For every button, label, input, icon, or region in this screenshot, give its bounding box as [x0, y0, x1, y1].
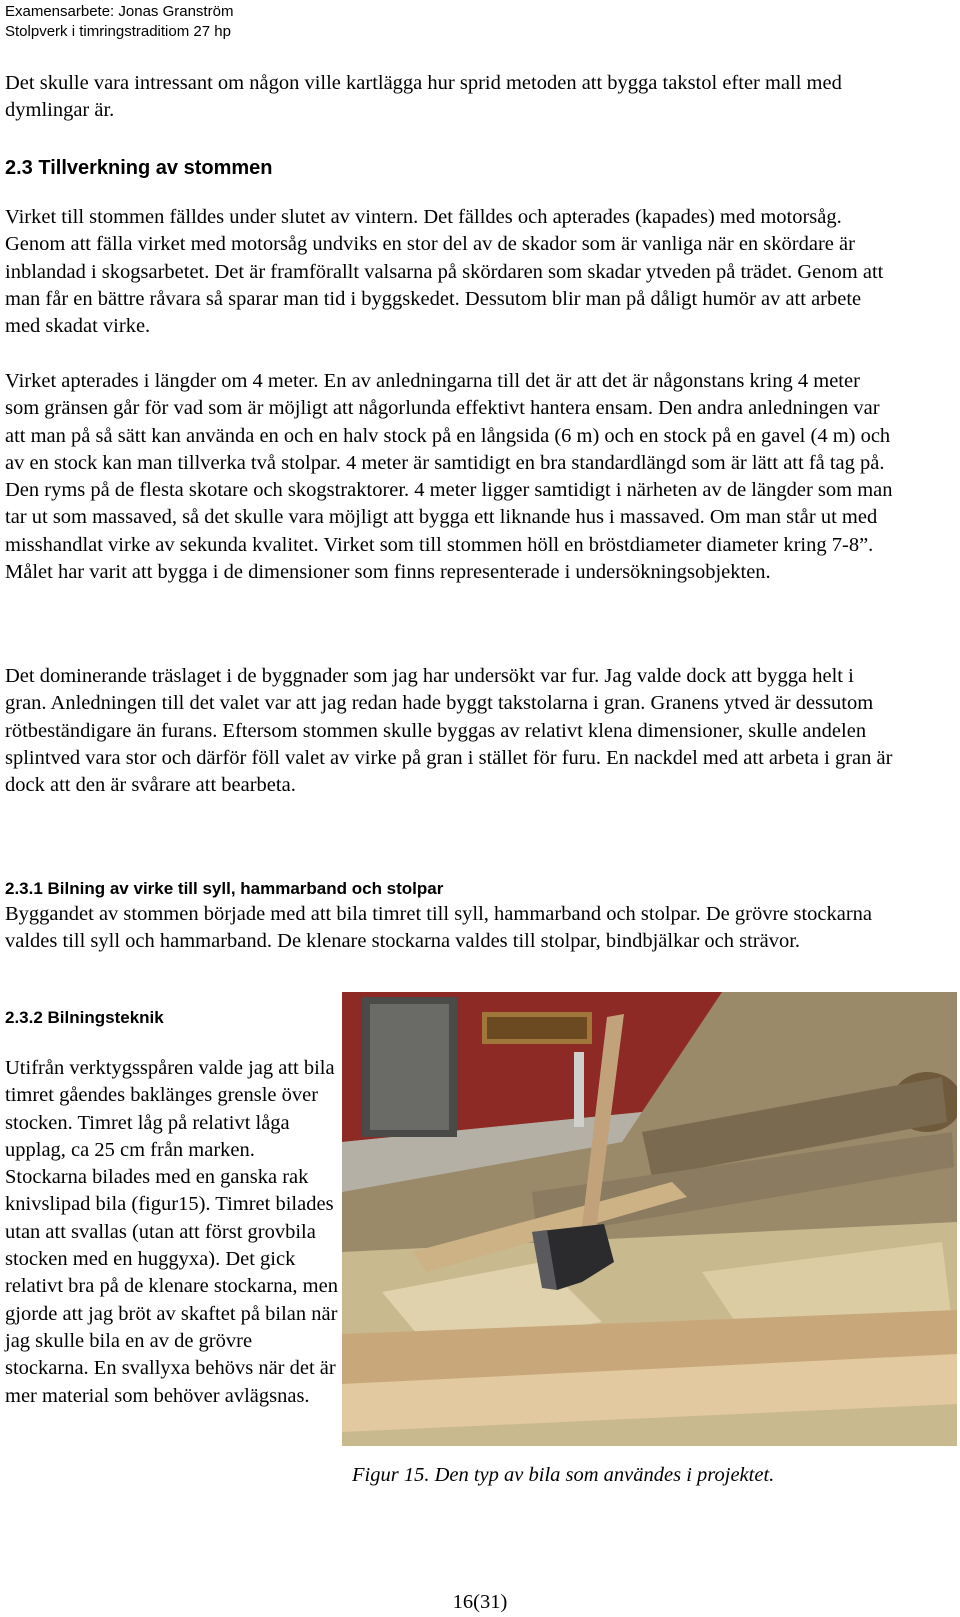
subsection-heading-2-3-2: 2.3.2 Bilningsteknik	[5, 1008, 164, 1027]
page-number: 16(31)	[452, 1591, 508, 1613]
figure-caption: Figur 15. Den typ av bila som användes i projektet.	[352, 1464, 775, 1486]
langder-paragraph: Virket apterades i längder om 4 meter. En av anledningarna till det är att det är någonstans kring 4 meter som gränsen går för vad som är möjligt att någorlunda effektivt hantera ensam. Den andra anledningen var att man på så sätt kan använda en och en halv stock på en långsida (6 m) och en stock på en gavel (4 m) och av en stock kan man tillverka två stolpar. 4 meter är samtidigt en bra standardlängd som är lätt att få tag på. Den ryms på de flesta skotare och skogstraktorer. 4 meter ligger samtidigt i närheten av de längder som man tar ut som massaved, så det skulle vara möjligt att bygga ett liknande hus i massaved. Om man står ut med misshandlat virke av sekunda kvalitet. Virket som till stommen höll en bröstdiameter diameter kring 7-8”. Målet har varit att bygga i de dimensioner som finns representerade i undersökningsobjekten.	[5, 370, 893, 584]
bilning-paragraph: Byggandet av stommen började med att bila timret till syll, hammarband och stolpar. De grövre stockarna valdes till syll och hammarband. De klenare stockarna valdes till stolpar, bindbjälkar och strävor.	[5, 903, 873, 953]
intro-paragraph: Det skulle vara intressant om någon ville kartlägga hur sprid metoden att bygga takstol efter mall med dymlingar är.	[5, 72, 842, 122]
section-heading-2-3: 2.3 Tillverkning av stommen	[5, 157, 273, 179]
header-author: Examensarbete: Jonas Granström	[5, 3, 234, 20]
figure-photo-axe	[342, 992, 957, 1446]
running-header	[5, 2, 233, 42]
traslag-paragraph: Det dominerande träslaget i de byggnader som jag har undersökt var fur. Jag valde dock att bygga helt i gran. Anledningen till det valet var att jag redan hade byggt takstolarna i gran. Granens ytved är dessutom rötbeständigare än furans. Eftersom stommen skulle byggas av relativt klena dimensioner, skulle andelen splintved vara stor och därför föll valet av virke på gran i stället för furu. En nackdel med att arbeta i gran är dock att den är svårare att bearbeta.	[5, 665, 893, 797]
teknik-paragraph: Utifrån verktygsspåren valde jag att bila timret gåendes baklänges grensle över stocken. Timret låg på relativt låga upplag, ca 25 cm från marken. Stockarna bilades med en ganska rak knivslipad bila (figur15). Timret bilades utan att svallas (utan att först grovbila stocken med en huggyxa). Det gick relativt bra på de klenare stockarna, men gjorde att jag bröt av skaftet på bilan när jag skulle bila en av de grövre stockarna. En svallyxa behövs när det är mer material som behöver avlägsnas.	[5, 1057, 338, 1407]
header-course: Stolpverk i timringstraditiom 27 hp	[5, 23, 231, 40]
stomme-paragraph: Virket till stommen fälldes under slutet av vintern. Det fälldes och apterades (kapades) med motorsåg. Genom att fälla virket med motorsåg undviks en stor del av de skador som är vanliga när en skördare är inblandad i skogsarbetet. Det är framförallt valsarna på skördaren som skadar ytveden på trädet. Genom att man får en bättre råvara så sparar man tid i byggskedet. Dessutom blir man på dåligt humör av att arbete med skadat virke.	[5, 206, 884, 338]
subsection-heading-2-3-1: 2.3.1 Bilning av virke till syll, hammarband och stolpar	[5, 879, 444, 898]
